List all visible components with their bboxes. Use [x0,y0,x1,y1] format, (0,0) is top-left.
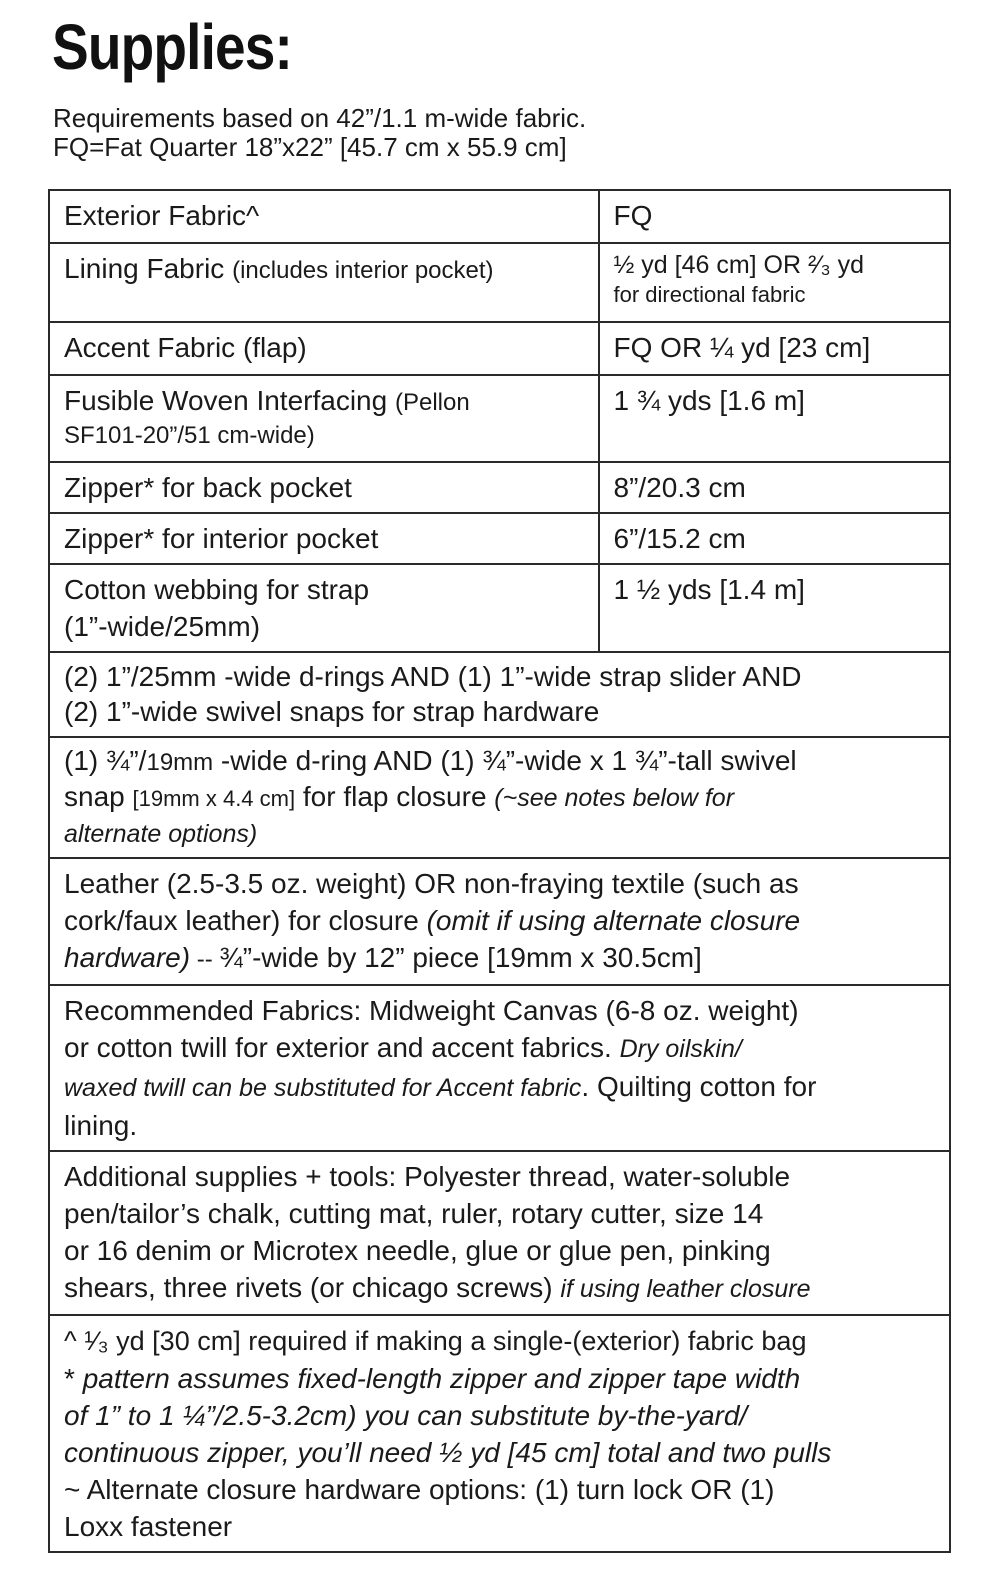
amount-cell [599,322,951,375]
item-label: Zipper* for interior pocket [64,523,379,554]
table-row-flap-hardware [49,737,950,858]
additional-note-italic: if using leather closure [560,1275,811,1303]
table-row-interfacing [49,375,950,462]
table-row-accent [49,322,950,375]
item-label: Exterior Fabric^ [64,200,260,231]
flap-note-italic: (~see notes below for [494,784,735,812]
flap-text: snap [64,781,133,812]
item-cell [49,243,599,322]
leather-note-italic: (omit if using alternate closure [426,905,801,936]
intro-line-fabric-width: Requirements based on 42”/1.1 m-wide fabric. [53,103,587,133]
amount-cell [599,513,951,564]
recommended-text: . Quilting cotton for [581,1071,817,1102]
note-closure: ~ Alternate closure hardware options: (1) turn lock OR (1) [64,1474,775,1505]
note-exterior: ^ ¹⁄₃ yd [30 cm] required if making a single-(exterior) fabric bag [64,1326,807,1356]
note-zipper: continuous zipper, you’ll need ½ yd [45 cm] total and two pulls [64,1437,832,1468]
additional-text: Additional supplies + tools: Polyester thread, water-soluble [64,1161,791,1192]
item-label: Fusible Woven Interfacing [64,385,388,416]
recommended-text: Recommended Fabrics: Midweight Canvas (6-8 oz. weight) [64,995,799,1026]
table-row-strap-hardware [49,652,950,737]
recommended-note-italic: waxed twill can be substituted for Accent fabric [64,1074,582,1102]
item-label: Lining Fabric [64,253,225,284]
item-note: (includes interior pocket) [232,257,494,284]
table-row-leather [49,858,950,985]
amount-cell [599,375,951,462]
item-cell [49,513,599,564]
item-label: Zipper* for back pocket [64,472,352,503]
table-row-recommended [49,985,950,1151]
table-row-zipper-back [49,462,950,513]
table-row-zipper-interior [49,513,950,564]
item-label: Cotton webbing for strap [64,574,370,605]
wide-cell [49,858,950,985]
leather-text: Leather (2.5-3.5 oz. weight) OR non-fraying textile (such as [64,868,799,899]
additional-text: or 16 denim or Microtex needle, glue or glue pen, pinking [64,1235,771,1266]
item-cell [49,462,599,513]
intro-line-fat-quarter: FQ=Fat Quarter 18”x22” [45.7 cm x 55.9 cm] [53,132,567,162]
flap-note-italic: alternate options) [64,820,258,848]
note-zipper-mark: * [64,1363,83,1394]
note-closure: Loxx fastener [64,1511,233,1542]
supplies-table [48,189,951,1553]
note-zipper: of 1” to 1 ¼”/2.5-3.2cm) you can substitute by-the-yard/ [64,1400,748,1431]
leather-text: -- [190,946,220,973]
wide-cell [49,737,950,858]
wide-cell [49,985,950,1151]
item-label: Accent Fabric (flap) [64,332,307,363]
amount-cell [599,243,951,322]
table-row-exterior [49,190,950,243]
flap-text: for flap closure [295,781,495,812]
amount-label: 1 ½ yds [1.4 m] [613,574,805,605]
flap-text-small: [19mm x 4.4 cm] [132,786,296,811]
amount-label: ½ yd [46 cm] OR ²⁄₃ yd [613,251,865,279]
note-zipper: pattern assumes fixed-length zipper and zipper tape width [82,1363,801,1394]
amount-cell [599,564,951,652]
amount-label: 6”/15.2 cm [613,523,746,554]
item-cell [49,375,599,462]
wide-cell [49,652,950,737]
hardware-line1: (2) 1”/25mm -wide d-rings AND (1) 1”-wide strap slider AND [64,661,802,692]
leather-note-italic: hardware) [64,942,191,973]
table-row-webbing [49,564,950,652]
flap-text: (1) ¾”/ [64,745,147,776]
wide-cell [49,1151,950,1315]
table-row-lining [49,243,950,322]
hardware-line2: (2) 1”-wide swivel snaps for strap hardware [64,696,600,727]
notes-cell [49,1315,950,1552]
item-cell [49,190,599,243]
leather-text: cork/faux leather) for closure [64,905,427,936]
item-cell [49,564,599,652]
item-note-line2: SF101-20”/51 cm-wide) [64,422,315,449]
intro-text [53,104,586,162]
flap-text-small: 19mm [146,749,214,776]
amount-label: 8”/20.3 cm [613,472,746,503]
amount-label: 1 ¾ yds [1.6 m] [613,385,805,416]
amount-label: FQ OR ¼ yd [23 cm] [613,332,871,363]
recommended-text: or cotton twill for exterior and accent fabrics. [64,1032,620,1063]
flap-text: -wide d-ring AND (1) ¾”-wide x 1 ¾”-tall swivel [213,745,797,776]
amount-label: FQ [613,200,653,231]
item-label-line2: (1”-wide/25mm) [64,611,261,642]
item-note: (Pellon [394,389,470,416]
item-cell [49,322,599,375]
recommended-text: lining. [64,1110,138,1141]
leather-text: ¾”-wide by 12” piece [19mm x 30.5cm] [219,942,702,973]
amount-cell [599,462,951,513]
recommended-note-italic: Dry oilskin/ [619,1035,742,1063]
table-row-notes [49,1315,950,1552]
additional-text: shears, three rivets (or chicago screws) [64,1272,561,1303]
amount-note: for directional fabric [613,282,806,307]
additional-text: pen/tailor’s chalk, cutting mat, ruler, rotary cutter, size 14 [64,1198,764,1229]
table-row-additional [49,1151,950,1315]
page-title: Supplies: [52,11,292,83]
amount-cell [599,190,951,243]
